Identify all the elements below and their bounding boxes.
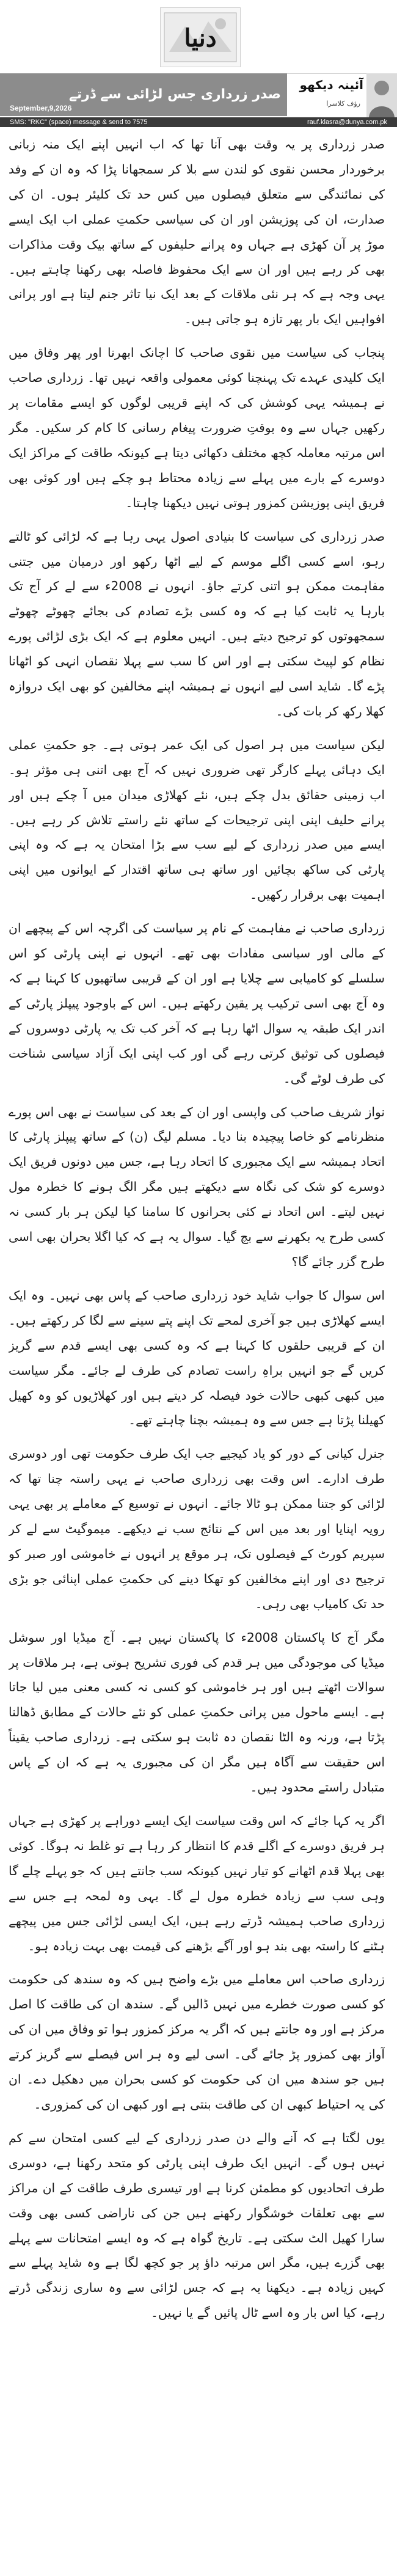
- author-byline: رؤف کلاسرا: [326, 100, 360, 108]
- contact-bar: [0, 117, 397, 127]
- article-paragraph: نواز شریف صاحب کی واپسی اور ان کے بعد کی سیاست نے بھی اس پورے منظرنامے کو خاصا پیچیدہ بنا دیا۔ مسلم لیگ (ن) کے ساتھ پیپلز پارٹی کا اتحاد ہمیشہ سے ایک مجبوری کا اتحاد رہا ہے، جس میں دونوں فریق ایک دوسرے کو شک کی نگاہ سے دیکھتے ہیں مگر الگ ہونے کا خطرہ مول نہیں لیتے۔ اس اتحاد نے کئی بحرانوں کا سامنا کیا لیکن ہر بار کسی نہ کسی طرح یہ بکھرنے سے بچ گیا۔ سوال یہ ہے کہ کیا اگلا بحران بھی اسی طرح گزر جائے گا؟: [9, 1104, 385, 1269]
- author-avatar-icon: [366, 73, 397, 117]
- author-email-link[interactable]: rauf.klasra@dunya.com.pk: [307, 119, 387, 126]
- article-paragraph: اگر یہ کہا جائے کہ اس وقت سیاست ایک ایسے دوراہے پر کھڑی ہے جہاں ہر فریق دوسرے کے اگلے قدم کا انتظار کر رہا ہے تو غلط نہ ہوگا۔ کوئی بھی پہلا قدم اٹھانے کو تیار نہیں کیونکہ سب جانتے ہیں کہ جو پہلے چلے گا وہی سب سے زیادہ خطرہ مول لے گا۔ یہی وہ لمحہ ہے جس سے زرداری صاحب ہمیشہ ڈرتے رہے ہیں، ایک ایسی لڑائی جس میں پیچھے ہٹنے کا راستہ بھی بند ہو اور آگے بڑھنے کی قیمت بھی بہت زیادہ ہو۔: [9, 1813, 385, 1953]
- article-paragraph: زرداری صاحب نے مفاہمت کے نام پر سیاست کی اگرچہ اس کے پیچھے ان کے مالی اور سیاسی مفادات بھی تھے۔ انہوں نے اپنی پارٹی کو اس سلسلے کو کامیابی سے چلایا ہے اور ان کے قریبی ساتھیوں کا کہنا ہے کہ وہ آج بھی اسی ترکیب پر یقین رکھتے ہیں۔ اس کے باوجود پیپلز پارٹی کے اندر ایک طبقہ یہ سوال اٹھا رہا ہے کہ آخر کب تک یہ پارٹی دوسروں کے فیصلوں کی توثیق کرتی رہے گی اور کب اپنی ایک آزاد سیاسی شناخت کی طرف لوٹے گی۔: [9, 921, 385, 1086]
- sms-instruction: SMS: "RKC" (space) message & send to 7575: [10, 119, 148, 126]
- logo-text: دنیا: [184, 24, 217, 53]
- article-paragraph: لیکن سیاست میں ہر اصول کی ایک عمر ہوتی ہے۔ جو حکمتِ عملی ایک دہائی پہلے کارگر تھی ضروری نہیں کہ آج بھی اتنی ہی مؤثر ہو۔ اب زمینی حقائق بدل چکے ہیں، نئے کھلاڑی میدان میں آ چکے ہیں اور پرانے حلیف اپنی اپنی ترجیحات کے ساتھ نئے راستے تلاش کر رہے ہیں۔ ایسے میں صدر زرداری کے لیے سب سے بڑا امتحان یہ ہے کہ وہ اپنی پارٹی کی ساکھ بچائیں اور ساتھ ہی ساتھ اقتدار کے ایوانوں میں اپنی اہمیت بھی برقرار رکھیں۔: [9, 737, 385, 902]
- article-paragraph: یوں لگتا ہے کہ آنے والے دن صدر زرداری کے لیے کسی امتحان سے کم نہیں ہوں گے۔ انہیں ایک طرف اپنی پارٹی کو متحد رکھنا ہے، دوسری طرف اتحادیوں کو مطمئن کرنا ہے اور تیسری طرف طاقت کے ان مراکز سے بھی تعلقات خوشگوار رکھنے ہیں جن کی ناراضی کسی بھی وقت سارا کھیل الٹ سکتی ہے۔ تاریخ گواہ ہے کہ وہ ایسے امتحانات سے پہلے بھی گزرے ہیں، مگر اس مرتبہ داؤ پر جو کچھ لگا ہے وہ شاید پہلے سے کہیں زیادہ ہے۔ دیکھنا یہ ہے کہ جس لڑائی سے وہ ساری زندگی ڈرتے رہے، کیا اس بار وہ اسے ٹال پائیں گے یا نہیں۔: [9, 2130, 385, 2321]
- article-paragraph: اس سوال کا جواب شاید خود زرداری صاحب کے پاس بھی نہیں۔ وہ ایک ایسے کھلاڑی ہیں جو آخری لمحے تک اپنے پتے سینے سے لگا کر رکھتے ہیں۔ ان کے قریبی حلقوں کا کہنا ہے کہ وہ کسی بھی ایسے قدم سے گریز کریں گے جو انہیں براہِ راست تصادم کی طرف لے جائے۔ مگر سیاست میں کبھی کبھی حالات خود فیصلہ کر دیتے ہیں اور کھلاڑیوں کو وہ کھیل کھیلنا پڑتا ہے جس سے وہ ہمیشہ بچنا چاہتے تھے۔: [9, 1287, 385, 1428]
- column-name: آئینہ دیکھو: [299, 78, 363, 92]
- column-title-bar: [0, 73, 287, 116]
- article-paragraph: صدر زرداری کی سیاست کا بنیادی اصول یہی رہا ہے کہ لڑائی کو ٹالتے رہو، اسے کسی اگلے موسم کے لیے اٹھا رکھو اور درمیان میں جتنی مفاہمت ممکن ہو اتنی کرتے جاؤ۔ انہوں نے 2008ء سے لے کر آج تک بارہا یہ ثابت کیا ہے کہ وہ کسی بڑے تصادم کی بجائے چھوٹے چھوٹے سمجھوتوں کو ترجیح دیتے ہیں۔ انہیں معلوم ہے کہ ایک بڑی لڑائی پورے نظام کو لپیٹ سکتی ہے اور اس کا سب سے پہلا نقصان انہی کو اٹھانا پڑے گا۔ شاید اسی لیے انہوں نے ہمیشہ اپنے مخالفین کو بھی ایک دروازہ کھلا رکھ کر بات کی۔: [9, 529, 385, 719]
- article-paragraph: مگر آج کا پاکستان 2008ء کا پاکستان نہیں ہے۔ آج میڈیا اور سوشل میڈیا کی موجودگی میں ہر قدم کی فوری تشریح ہوتی ہے، ہر ملاقات پر سوالات اٹھتے ہیں اور ہر خاموشی کو کسی نہ کسی معنی میں لیا جاتا ہے۔ ایسے ماحول میں پرانی حکمتِ عملی کو نئے حالات کے مطابق ڈھالنا پڑتا ہے، ورنہ وہ الٹا نقصان دہ ثابت ہو سکتی ہے۔ زرداری صاحب یقیناً اس حقیقت سے آگاہ ہیں مگر ان کی مجبوری یہ ہے کہ ان کے پاس متبادل راستے محدود ہیں۔: [9, 1630, 385, 1795]
- column-header: [0, 73, 397, 128]
- author-photo: [366, 73, 397, 117]
- article-paragraph: جنرل کیانی کے دور کو یاد کیجیے جب ایک طرف حکومت تھی اور دوسری طرف ادارے۔ اس وقت بھی زرداری صاحب نے یہی راستہ چنا تھا کہ لڑائی کو جتنا ممکن ہو ٹالا جائے۔ انہوں نے توسیع کے معاملے پر بھی یہی رویہ اپنایا اور بعد میں اس کے نتائج سب نے دیکھے۔ میموگیٹ سے لے کر سپریم کورٹ کے فیصلوں تک، ہر موقع پر انہوں نے خاموشی اور صبر کو ترجیح دی اور اپنے مخالفین کو تھکا دینے کی حکمتِ عملی اپنائی جو بڑی حد تک کامیاب بھی رہی۔: [9, 1446, 385, 1611]
- article-paragraph: صدر زرداری پر یہ وقت بھی آنا تھا کہ اب انہیں اپنے ایک منہ زبانی برخوردار محسن نقوی کو لندن سے بلا کر سمجھانا پڑا کہ وہ ان کے وفد کی نمائندگی سے متعلق فیصلوں میں کس حد تک کلیئر ہوں۔ ان کی صدارت، ان کی پوزیشن اور ان کی سیاسی حکمتِ عملی اب ایک ایسے موڑ پر آن کھڑی ہے جہاں وہ پرانے حلیفوں کے ساتھ بیک وقت مذاکرات بھی کر رہے ہیں اور ان سے ایک محفوظ فاصلہ بھی رکھنا چاہتے ہیں۔ یہی وجہ ہے کہ ہر نئی ملاقات کے بعد ایک نیا تاثر جنم لیتا ہے اور پرانی افواہیں ایک بار پھر تازہ ہو جاتی ہیں۔: [9, 137, 385, 327]
- article-body: [9, 132, 385, 2574]
- newspaper-logo[interactable]: [160, 7, 241, 67]
- article-paragraph: زرداری صاحب اس معاملے میں بڑے واضح ہیں کہ وہ سندھ کی حکومت کو کسی صورت خطرے میں نہیں ڈالیں گے۔ سندھ ان کی طاقت کا اصل مرکز ہے اور وہ جانتے ہیں کہ اگر یہ مرکز کمزور ہوا تو وفاق میں ان کی آواز بھی کمزور پڑ جائے گی۔ اسی لیے وہ ہر اس فیصلے سے گریز کرتے ہیں جو سندھ میں ان کی حکومت کو کسی بحران میں دھکیل دے۔ ان کی یہ احتیاط کبھی ان کی طاقت بنتی ہے اور کبھی ان کی کمزوری۔: [9, 1972, 385, 2112]
- column-title: صدر زرداری جس لڑائی سے ڈرتے: [68, 87, 281, 102]
- masthead: [0, 0, 397, 70]
- article-paragraph: پنجاب کی سیاست میں نقوی صاحب کا اچانک ابھرنا اور پھر وفاق میں ایک کلیدی عہدے تک پہنچنا کوئی معمولی واقعہ نہیں تھا۔ زرداری صاحب نے ہمیشہ یہی کوشش کی کہ اپنے قریبی لوگوں کو ایسے مقامات پر رکھیں جہاں سے وہ بوقتِ ضرورت پیغام رسانی کا کام کر سکیں۔ مگر اس مرتبہ معاملہ کچھ مختلف دکھائی دیتا ہے کیونکہ طاقت کے مراکز ایک دوسرے کے بارے میں پہلے سے زیادہ محتاط ہو چکے ہیں اور کوئی بھی فریق اپنی پوزیشن کمزور ہوتی نہیں دیکھنا چاہتا۔: [9, 345, 385, 510]
- publish-date: September,9,2026: [10, 104, 72, 112]
- column-name-box: [287, 73, 366, 119]
